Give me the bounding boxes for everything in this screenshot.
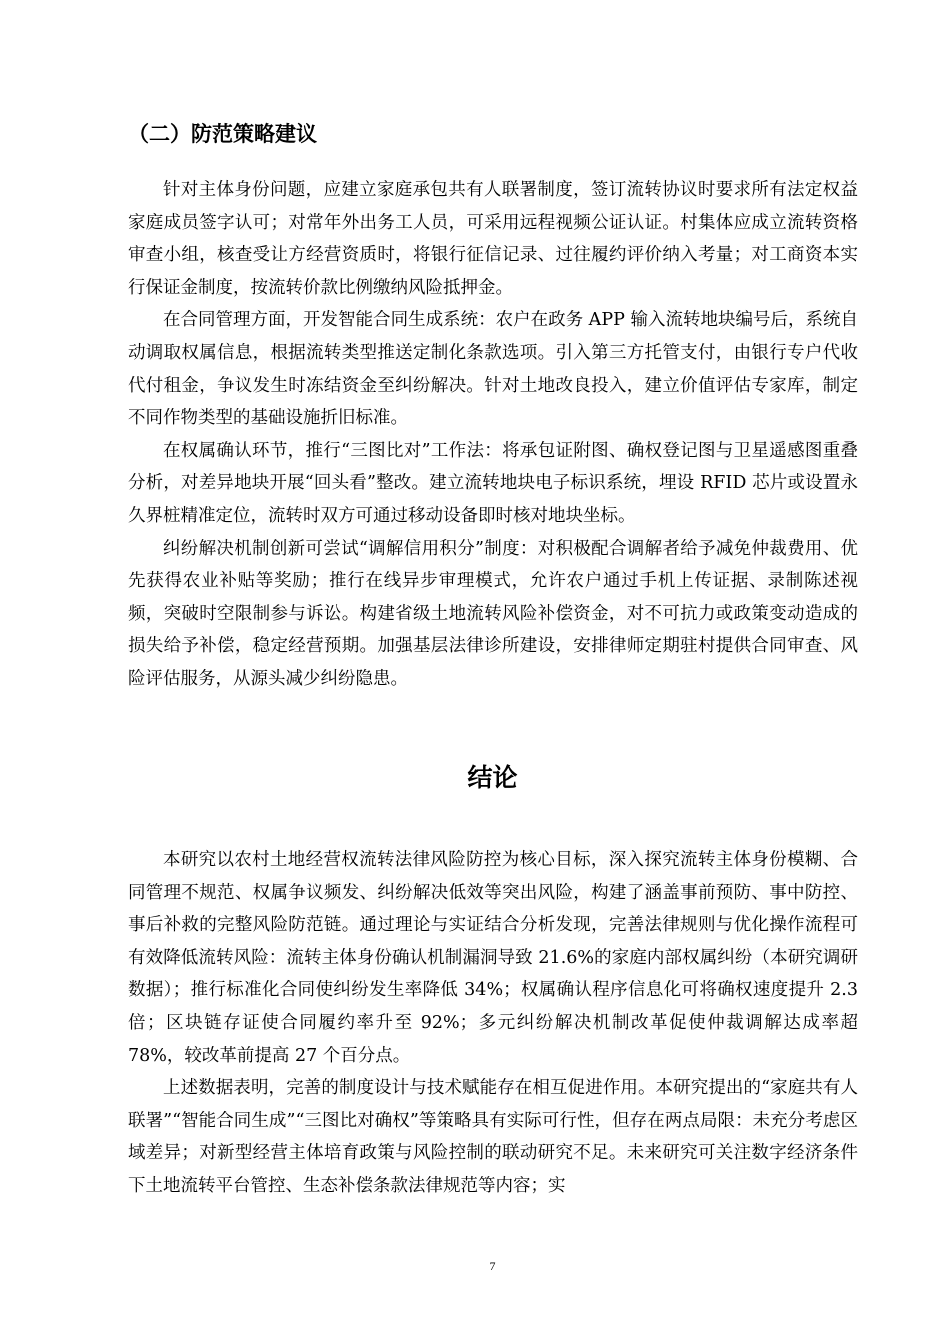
section-heading: （二）防范策略建议 — [128, 122, 317, 146]
conclusion-heading: 结论 — [467, 763, 518, 792]
paragraph: 在合同管理方面，开发智能合同生成系统：农户在政务 APP 输入流转地块编号后，系统自动调取权属信息，根据流转类型推送定制化条款选项。引入第三方托管支付，由银行专户代收代付租金，争议发生时冻结资金至纠纷解决。针对土地改良投入，建立价值评估专家库，制定不同作物类型的基础设施折旧标准。 — [128, 310, 858, 429]
paragraph: 针对主体身份问题，应建立家庭承包共有人联署制度，签订流转协议时要求所有法定权益家庭成员签字认可；对常年外出务工人员，可采用远程视频公证认证。村集体应成立流转资格审查小组，核查受让方经营资质时，将银行征信记录、过往履约评价纳入考量；对工商资本实行保证金制度，按流转价款比例缴纳风险抵押金。 — [128, 180, 858, 298]
page-number: 7 — [489, 1259, 496, 1273]
paragraph: 上述数据表明，完善的制度设计与技术赋能存在相互促进作用。本研究提出的“家庭共有人联署”“智能合同生成”“三图比对确权”等策略具有实际可行性，但存在两点局限：未充分考虑区域差异；对新型经营主体培育政策与风险控制的联动研究不足。未来研究可关注数字经济条件下土地流转平台管控、生态补偿条款法律规范等内容；实 — [128, 1078, 858, 1196]
paragraph: 纠纷解决机制创新可尝试“调解信用积分”制度：对积极配合调解者给予减免仲裁费用、优先获得农业补贴等奖励；推行在线异步审理模式，允许农户通过手机上传证据、录制陈述视频，突破时空限制参与诉讼。构建省级土地流转风险补偿资金，对不可抗力或政策变动造成的损失给予补偿，稳定经营预期。加强基层法律诊所建设，安排律师定期驻村提供合同审查、风险评估服务，从源头减少纠纷隐患。 — [128, 538, 858, 689]
conclusion-body — [128, 844, 858, 1203]
paragraph: 本研究以农村土地经营权流转法律风险防控为核心目标，深入探究流转主体身份模糊、合同管理不规范、权属争议频发、纠纷解决低效等突出风险，构建了涵盖事前预防、事中防控、事后补救的完整风险防范链。通过理论与实证结合分析发现，完善法律规则与优化操作流程可有效降低流转风险：流转主体身份确认机制漏洞导致 21.6%的家庭内部权属纠纷（本研究调研数据）；推行标准化合同使纠纷发生率降低 34%；权属确认程序信息化可将确权速度提升 2.3 倍；区块链存证使合同履约率升至 92%；多元纠纷解决机制改革促使仲裁调解达成率超 78%，较改革前提高 27 个百分点。 — [128, 850, 858, 1066]
paragraph: 在权属确认环节，推行“三图比对”工作法：将承包证附图、确权登记图与卫星遥感图重叠分析，对差异地块开展“回头看”整改。建立流转地块电子标识系统，埋设 RFID 芯片或设置永久界桩精准定位，流转时双方可通过移动设备即时核对地块坐标。 — [128, 440, 858, 526]
section-body — [128, 174, 858, 696]
